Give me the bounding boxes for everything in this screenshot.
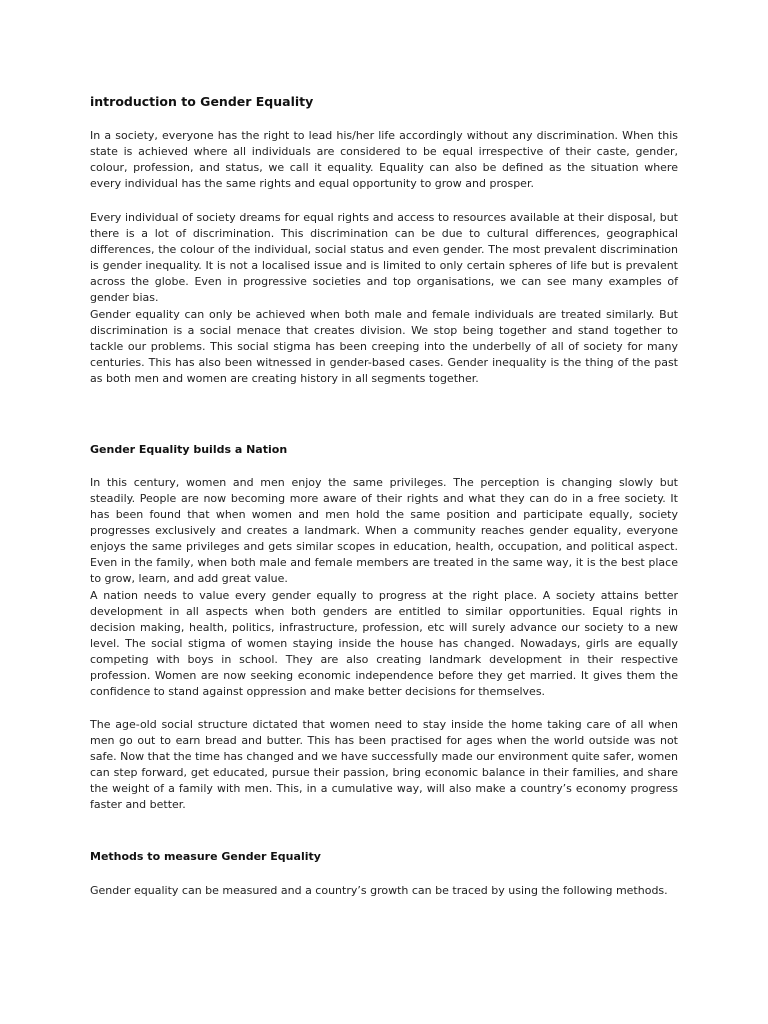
paragraph-introduction-3: Gender equality can only be achieved when both male and female individuals are treated similarly. But discrimination is a social menace that creates division. We stop being together and stand together to tackle our problems. This social stigma has been creeping into the underbelly of all of society for many centuries. This has also been witnessed in gender-based cases. Gender inequality is the thing of the past as both men and women are creating history in all segments together. — [90, 308, 678, 385]
paragraph-introduction-2: Every individual of society dreams for equal rights and access to resources available at their disposal, but there is a lot of discrimination. This discrimination can be due to cultural differences, geographical differences, the colour of the individual, social status and even gender. The most prevalent discrimination is gender inequality. It is not a localised issue and is limited to only certain spheres of life but is prevalent across the globe. Even in progressive societies and top organisations, we can see many examples of gender bias. — [90, 211, 678, 304]
section-title-nation: Gender Equality builds a Nation — [90, 443, 288, 456]
section-title-methods: Methods to measure Gender Equality — [90, 850, 321, 863]
paragraph-nation-2: A nation needs to value every gender equally to progress at the right place. A society attains better development in all aspects when both genders are entitled to similar opportunities. Equal rights in decision making, health, politics, infrastructure, profession, etc will surely advance our society to a new level. The social stigma of women staying inside the house has changed. Nowadays, girls are equally competing with boys in school. They are also creating landmark development in their respective profession. Women are now seeking economic independence before they get married. It gives them the confidence to stand against oppression and make better decisions for themselves. — [90, 589, 678, 698]
paragraph-nation-1: In this century, women and men enjoy the same privileges. The perception is changing slowly but steadily. People are now becoming more aware of their rights and what they can do in a free society. It has been found that when women and men hold the same position and participate equally, society progresses exclusively and creates a landmark. When a community reaches gender equality, everyone enjoys the same privileges and gets similar scopes in education, health, occupation, and political aspect. Even in the family, when both male and female members are treated in the same way, it is the best place to grow, learn, and add great value. — [90, 476, 678, 585]
section-title-introduction: introduction to Gender Equality — [90, 94, 314, 109]
paragraph-methods-1: Gender equality can be measured and a country’s growth can be traced by using the following methods. — [90, 884, 668, 897]
paragraph-introduction-1: In a society, everyone has the right to lead his/her life accordingly without any discrimination. When this state is achieved where all individuals are considered to be equal irrespective of their caste, gender, colour, profession, and status, we call it equality. Equality can also be defined as the situation where every individual has the same rights and equal opportunity to grow and prosper. — [90, 129, 678, 190]
paragraph-nation-3: The age-old social structure dictated that women need to stay inside the home taking care of all when men go out to earn bread and butter. This has been practised for ages when the world outside was not safe. Now that the time has changed and we have successfully made our environment quite safer, women can step forward, get educated, pursue their passion, bring economic balance in their families, and share the weight of a family with men. This, in a cumulative way, will also make a country’s economy progress faster and better. — [90, 718, 678, 811]
